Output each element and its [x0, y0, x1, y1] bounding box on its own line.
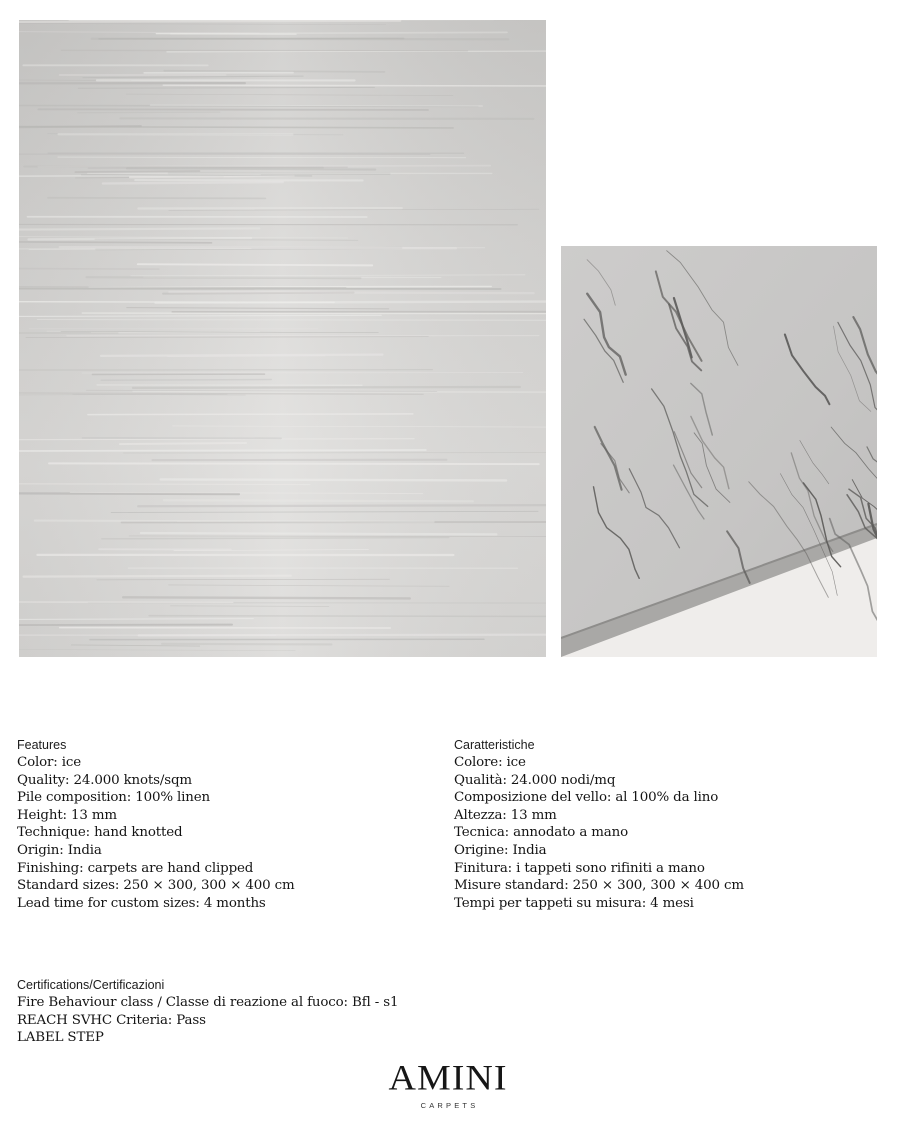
caratt-composizione: Composizione del vello: al 100% da lino	[454, 790, 719, 806]
logo-subtitle: CARPETS	[420, 1101, 479, 1110]
rug-sheen-streak	[75, 171, 199, 172]
rug-full-view-image	[19, 20, 546, 657]
rug-sheen-streak	[49, 463, 539, 464]
rug-sheen-streak	[133, 387, 520, 388]
rug-sheen-streak	[60, 247, 456, 248]
rug-sheen-streak	[120, 443, 246, 444]
certifications-section	[17, 977, 617, 1047]
rug-sheen-streak	[19, 302, 334, 303]
rug-sheen-streak	[149, 616, 546, 617]
rug-sheen-streak	[19, 484, 310, 485]
amini-logo	[380, 1058, 516, 1118]
rug-sheen-streak	[101, 355, 382, 356]
rug-sheen-streak	[19, 242, 212, 243]
rug-sheen-streak	[35, 521, 434, 522]
rug-sheen-streak	[19, 228, 259, 229]
rug-sheen-streak	[20, 21, 401, 22]
rug-sheen-streak	[141, 533, 496, 534]
feature-quality: Quality: 24.000 knots/sqm	[17, 772, 192, 788]
rug-sheen-streak	[103, 182, 283, 183]
rug-sheen-streak	[78, 112, 220, 113]
rug-sheen-streak	[162, 644, 331, 645]
caratt-colore: Colore: ice	[454, 755, 526, 770]
feature-origin: Origin: India	[17, 842, 102, 858]
feature-pile-composition: Pile composition: 100% linen	[17, 790, 210, 806]
cert-label-step: LABEL STEP	[17, 1030, 104, 1046]
feature-finishing: Finishing: carpets are hand clipped	[17, 860, 254, 876]
cert-reach: REACH SVHC Criteria: Pass	[17, 1012, 206, 1028]
certifications-heading: Certifications/Certificazioni	[17, 978, 165, 992]
features-heading: Features	[17, 738, 67, 752]
rug-sheen-streak	[164, 500, 473, 501]
caratt-misure: Misure standard: 250 × 300, 300 × 400 cm	[454, 878, 744, 894]
rug-sheen-streak	[138, 264, 372, 265]
feature-technique: Technique: hand knotted	[17, 825, 183, 841]
rug-sheen-streak	[161, 479, 506, 480]
caratt-altezza: Altezza: 13 mm	[454, 807, 557, 823]
rug-sheen-streak	[92, 39, 508, 40]
rug-sheen-streak	[48, 198, 265, 199]
rug-sheen-streak	[24, 576, 291, 577]
caratt-origine: Origine: India	[454, 842, 547, 858]
caratt-qualita: Qualità: 24.000 nodi/mq	[454, 772, 616, 788]
rug-sheen-streak	[24, 166, 323, 167]
caratteristiche-heading: Caratteristiche	[454, 738, 535, 752]
rug-sheen-streak	[88, 414, 413, 415]
rug-sheen-streak	[169, 292, 533, 293]
rug-sheen-streak	[156, 34, 296, 35]
rug-sheen-streak	[163, 85, 546, 86]
feature-lead-time: Lead time for custom sizes: 4 months	[17, 895, 266, 911]
rug-sheen-streak	[138, 505, 546, 506]
rug-sheen-streak	[19, 450, 426, 451]
rug-sheen-streak	[19, 625, 232, 626]
caratteristiche-section	[454, 737, 894, 912]
rug-sheen-streak	[82, 313, 546, 314]
rug-sheen-streak	[164, 71, 384, 72]
caratt-tempi: Tempi per tappeti su misura: 4 mesi	[454, 895, 694, 911]
rug-sheen-streak	[123, 597, 410, 598]
rug-sheen-streak	[127, 168, 375, 169]
rug-sheen-streak	[19, 268, 159, 269]
rug-sheen-streak	[87, 277, 361, 278]
rug-sheen-streak	[101, 380, 271, 381]
rug-pile-detail-image	[561, 246, 877, 657]
rug-sheen-streak	[37, 320, 546, 321]
feature-standard-sizes: Standard sizes: 250 × 300, 300 × 400 cm	[17, 878, 295, 894]
feature-height: Height: 13 mm	[17, 807, 117, 823]
rug-sheen-streak	[19, 493, 239, 494]
caratt-tecnica: Tecnica: annodato a mano	[454, 825, 629, 841]
feature-color: Color: ice	[17, 755, 82, 770]
logo-wordmark: AMINI	[388, 1058, 508, 1098]
rug-sheen-streak	[38, 109, 428, 110]
cert-fire-behaviour: Fire Behaviour class / Classe di reazione al fuoco: Bfl - s1	[17, 995, 399, 1010]
caratt-finitura: Finitura: i tappeti sono rifiniti a mano	[454, 860, 705, 876]
features-section	[17, 737, 437, 912]
